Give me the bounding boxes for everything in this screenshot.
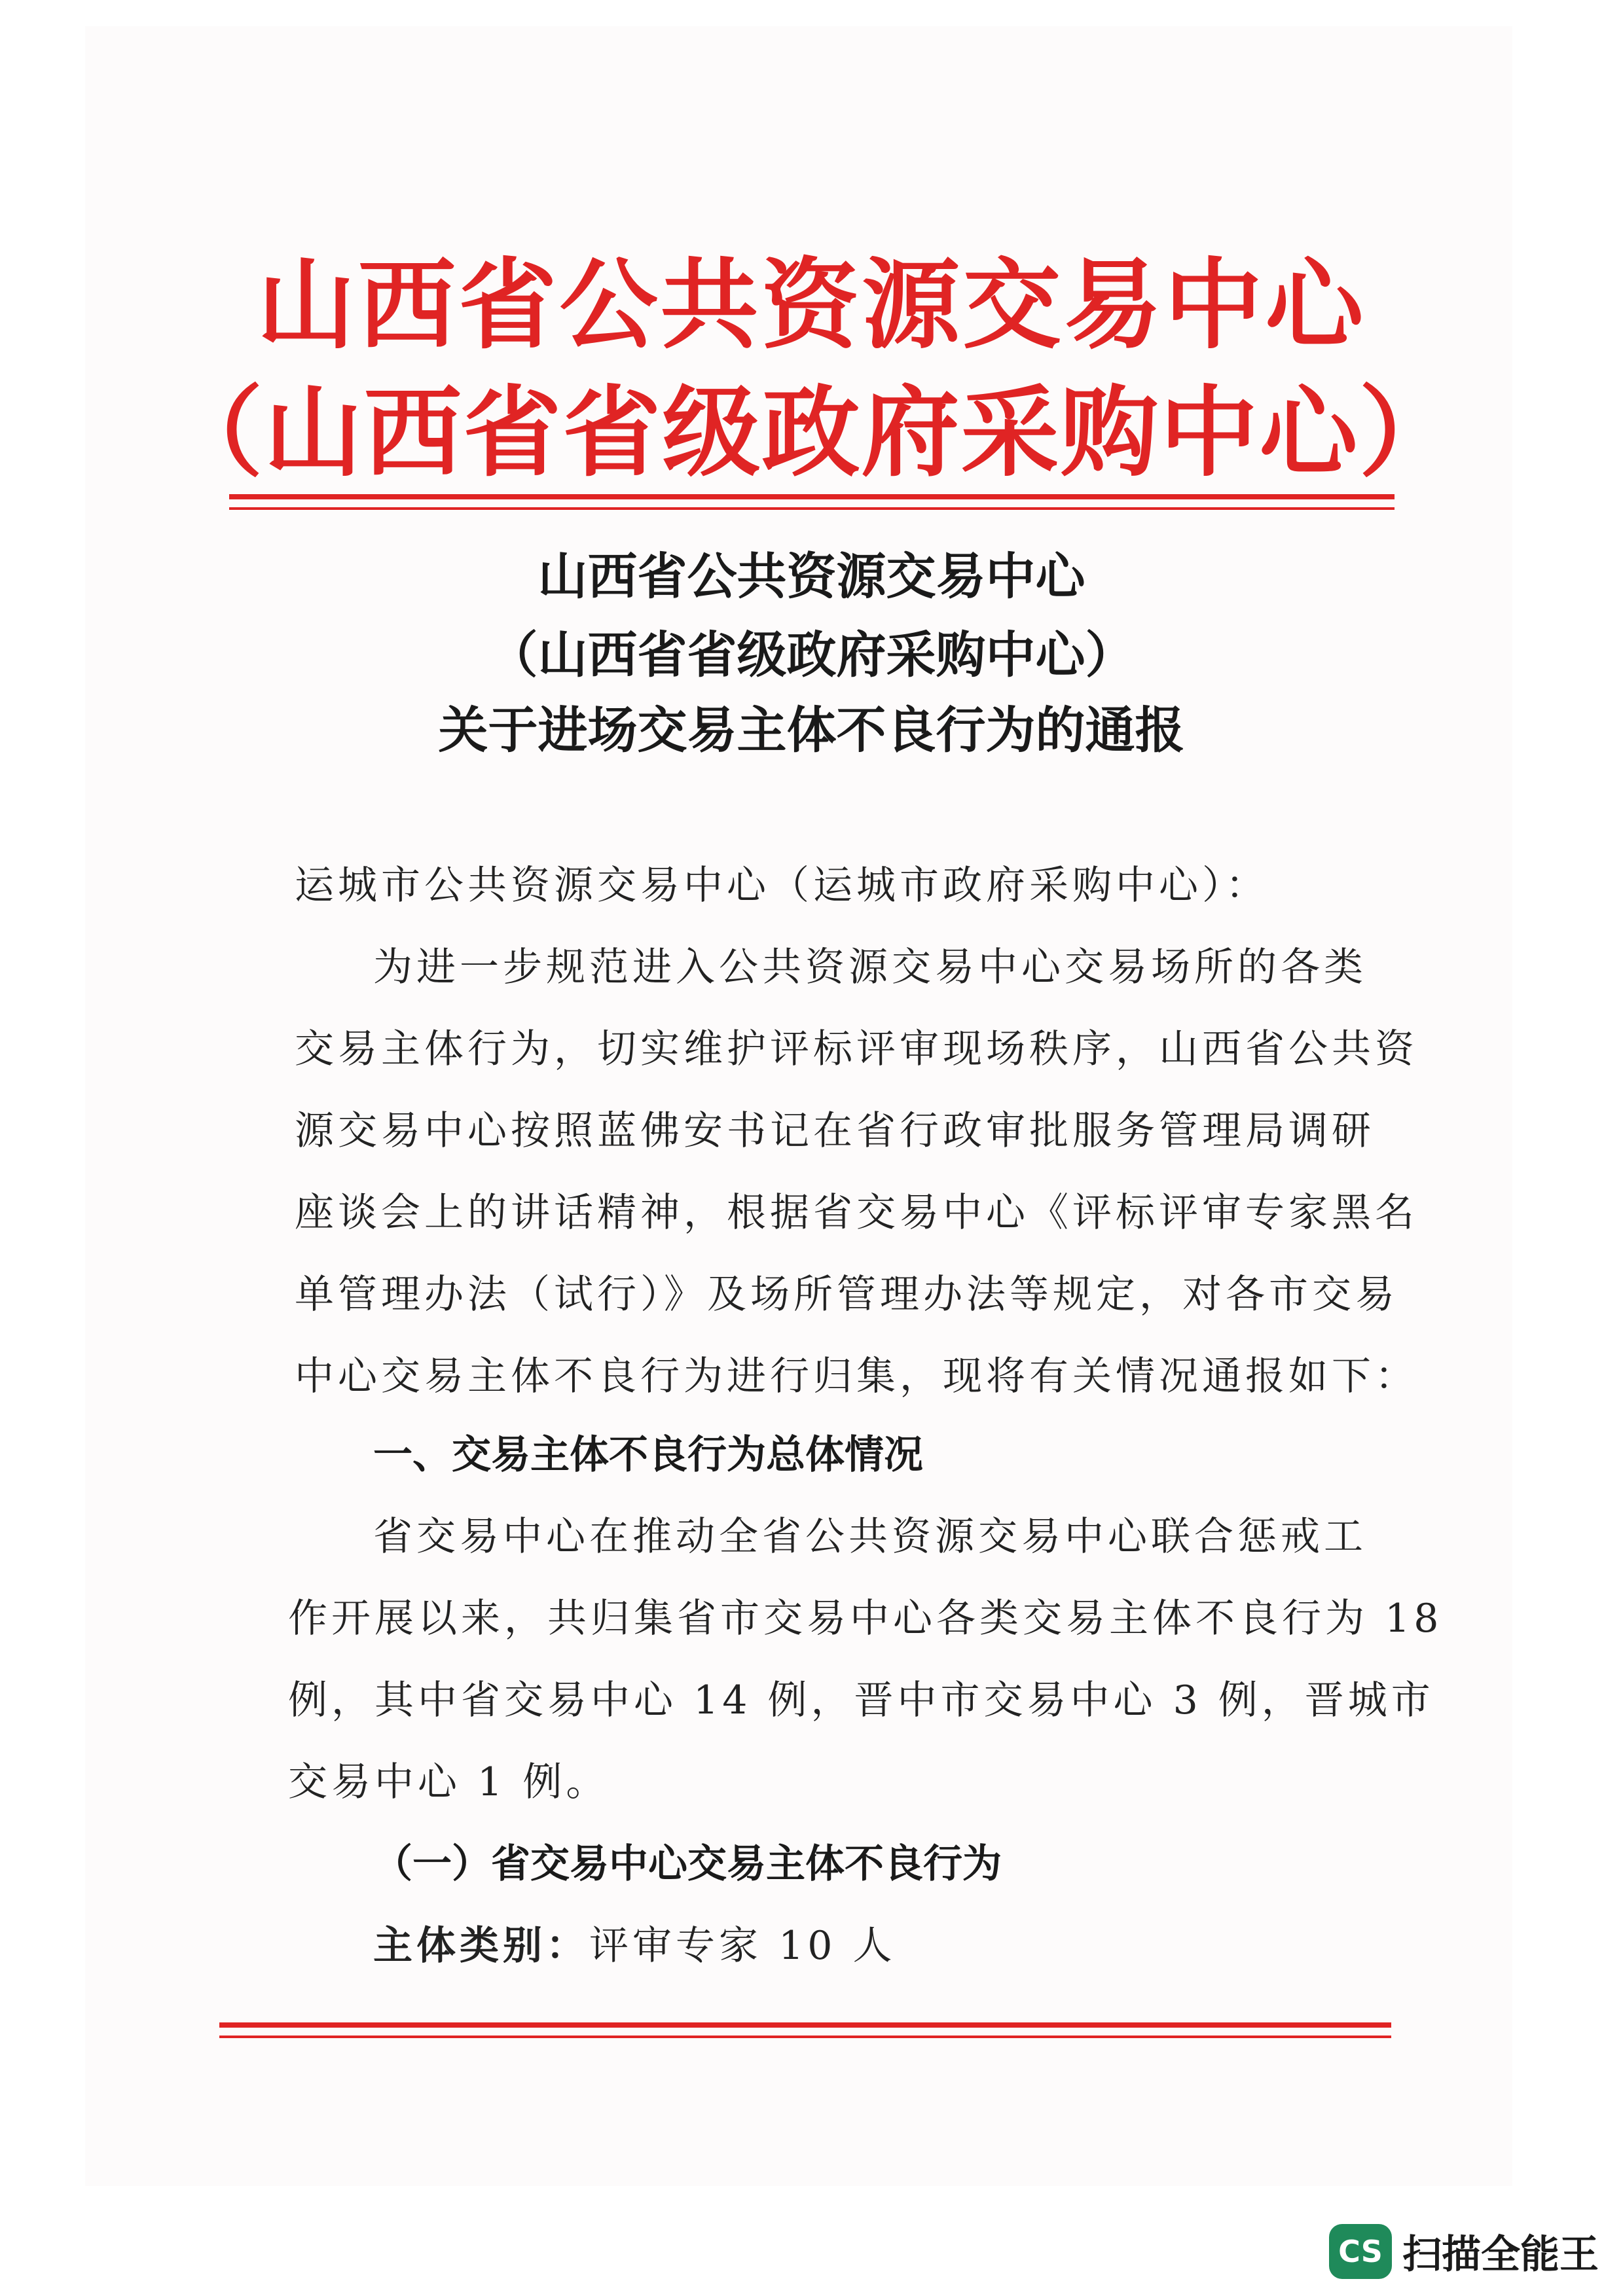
scanner-watermark [1329, 2219, 1599, 2284]
top-red-line-thick [229, 494, 1395, 499]
para1-line-1: 为进一步规范进入公共资源交易中心交易场所的各类 [373, 944, 1367, 990]
title-line-3: 关于进场交易主体不良行为的通报 [438, 701, 1185, 759]
category-value: 评审专家 10 人 [589, 1923, 896, 1969]
para2-line-1: 省交易中心在推动全省公共资源交易中心联合惩戒工 [373, 1514, 1367, 1560]
masthead-line-1: 山西省公共资源交易中心 [257, 247, 1366, 363]
para2-line-2: 作开展以来，共归集省市交易中心各类交易主体不良行为 18 [288, 1596, 1443, 1641]
camscanner-logo-icon: CS [1329, 2224, 1392, 2279]
para1-line-2: 交易主体行为，切实维护评标评审现场秩序，山西省公共资 [295, 1026, 1418, 1072]
title-line-2: （山西省省级政府采购中心） [488, 626, 1135, 684]
category-label: 主体类别： [373, 1923, 589, 1969]
para1-line-5: 单管理办法（试行）》及场所管理办法等规定，对各市交易 [295, 1272, 1398, 1318]
para2-line-3: 例，其中省交易中心 14 例，晋中市交易中心 3 例，晋城市 [288, 1677, 1434, 1723]
masthead-line-2: （山西省省级政府采购中心） [164, 375, 1459, 490]
top-red-line-thin [229, 507, 1395, 510]
sub-heading-1: （一）省交易中心交易主体不良行为 [373, 1841, 1002, 1887]
para1-line-4: 座谈会上的讲话精神，根据省交易中心《评标评审专家黑名 [295, 1190, 1418, 1236]
camscanner-logo-text: 扫描全能王 [1402, 2232, 1599, 2278]
section-heading-1: 一、交易主体不良行为总体情况 [373, 1432, 923, 1478]
bottom-red-line-thin [219, 2036, 1391, 2038]
category-line [373, 1914, 896, 1971]
para1-line-3: 源交易中心按照蓝佛安书记在省行政审批服务管理局调研 [295, 1108, 1375, 1154]
bottom-red-line-thick [219, 2022, 1391, 2028]
title-line-1: 山西省公共资源交易中心 [538, 547, 1085, 605]
para2-line-4: 交易中心 1 例。 [288, 1759, 610, 1805]
para1-line-6: 中心交易主体不良行为进行归集，现将有关情况通报如下： [295, 1354, 1418, 1399]
salutation: 运城市公共资源交易中心（运城市政府采购中心）： [295, 863, 1269, 908]
